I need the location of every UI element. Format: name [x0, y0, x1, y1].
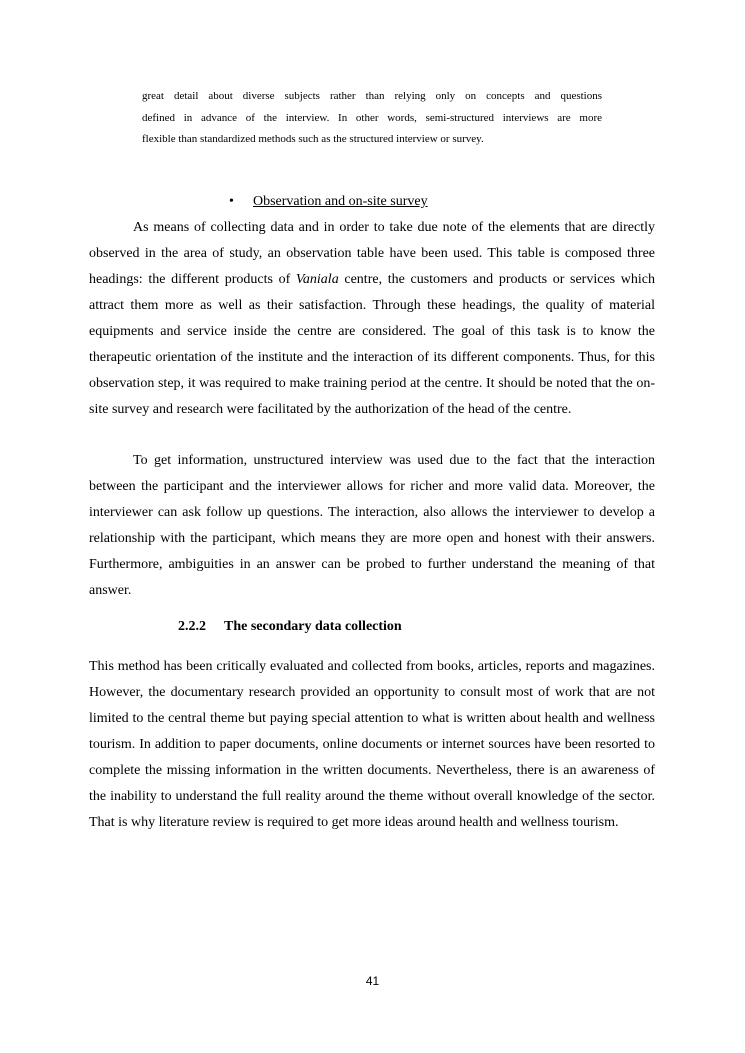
quote-line: defined in advance of the interview. In other words, semi-structured interviews are more: [142, 111, 602, 124]
quote-line: great detail about diverse subjects rather than relying only on concepts and questions: [142, 90, 602, 102]
section-number: 2.2.2: [178, 619, 206, 634]
paragraph-secondary-data: This method has been critically evaluated and collected from books, articles, reports and magazines. However, the documentary research provided an opportunity to consult most of work that are not limited to the central theme but paying special attention to what is written about health and wellness tourism. In addition to paper documents, online documents or internet sources have been resorted to complete the missing information in the written documents. Nevertheless, there is an awareness of the inability to understand the full reality around the theme without overall knowledge of the sector. That is why literature review is required to get more ideas around health and wellness tourism.: [89, 659, 655, 830]
quoted-passage: [142, 86, 602, 151]
paragraph-observation: [89, 215, 655, 423]
paragraph-text: centre, the customers and products or services which attract them more as well as their satisfaction. Through these headings, the quality of material equipments and service inside the centre are considered. The goal of this task is to know the therapeutic orientation of the institute and the interaction of its different components. Thus, for this observation step, it was required to make training period at the centre. It should be noted that the on-site survey and research were facilitated by the authorization of the head of the centre.: [89, 272, 655, 417]
bullet-text: Observation and on-site survey: [253, 194, 428, 209]
section-title: The secondary data collection: [224, 619, 402, 634]
italic-name: Vaniala: [295, 272, 339, 287]
page-number: 41: [365, 974, 380, 988]
bullet-item: [229, 192, 428, 212]
section-heading: [178, 617, 402, 637]
quote-line: flexible than standardized methods such as the structured interview or survey.: [142, 133, 484, 145]
bullet-icon: •: [229, 194, 234, 209]
paragraph-text: As means of collecting data and in order to take due note of the elements that are directly observed in the area of study, an observation table have been used. This table is composed three headings: the different products of: [89, 220, 655, 287]
paragraph-interview: To get information, unstructured interview was used due to the fact that the interaction between the participant and the interviewer allows for richer and more valid data. Moreover, the interviewer can ask follow up questions. The interaction, also allows the interviewer to develop a relationship with the participant, which means they are more open and honest with their answers. Furthermore, ambiguities in an answer can be probed to further understand the meaning of that answer.: [89, 453, 655, 598]
